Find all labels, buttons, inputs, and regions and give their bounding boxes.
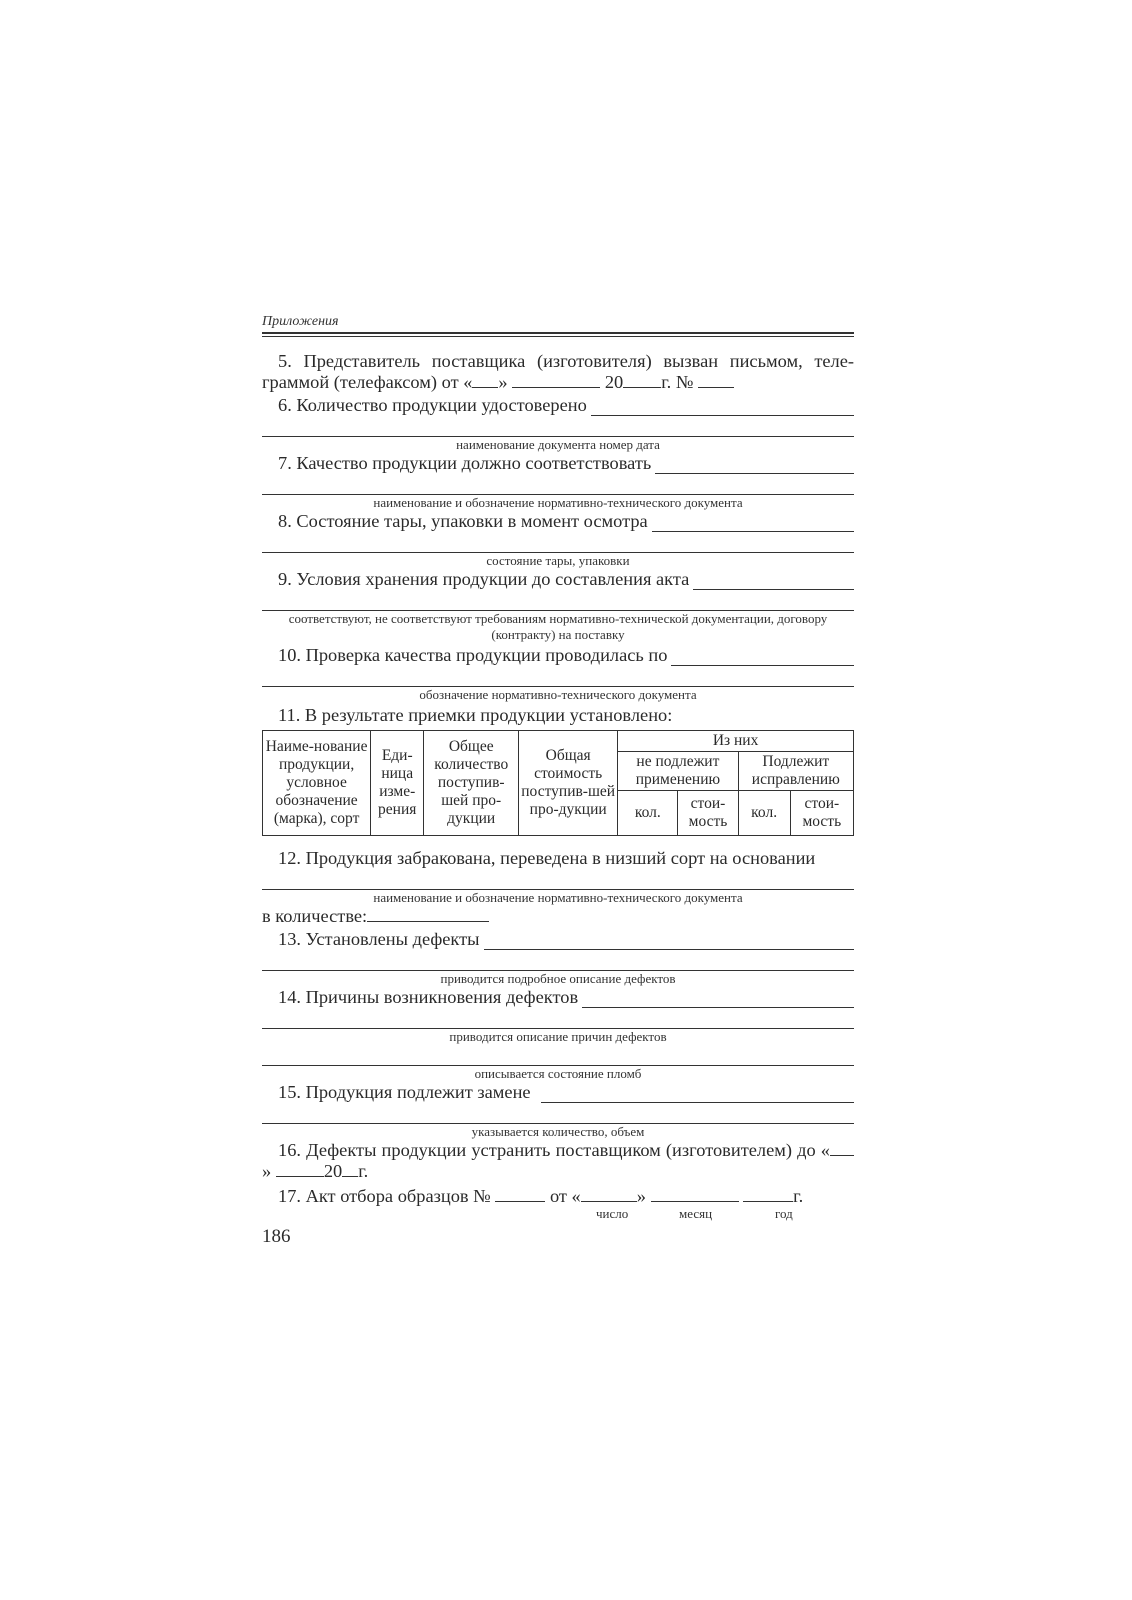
month-blank[interactable] [512,373,600,388]
item-9-field[interactable] [693,573,854,590]
sample-number-blank[interactable] [495,1187,545,1202]
item-7-line[interactable] [262,474,854,495]
quote-close: » [498,372,508,392]
item-10-label: 10. Проверка качества продукции проводилась по [278,645,668,665]
item-6-line[interactable] [262,416,854,437]
item-9-line[interactable] [262,590,854,611]
item-14-caption: приводится описание причин дефектов [449,1029,667,1044]
item-12-caption: наименование и обозначение нормативно-технического документа [373,890,743,905]
item-13-caption: приводится подробное описание дефектов [440,971,676,986]
item-15 [262,1082,854,1103]
item-9 [262,569,854,590]
item-13 [262,929,854,950]
item-6-label: 6. Количество продукции удостоверено [278,395,587,415]
item-12-qty [262,906,854,927]
year-caption: год [775,1206,793,1221]
seal-caption: описывается состояние пломб [474,1066,642,1081]
item-8-line[interactable] [262,532,854,553]
col-fix-cost: стои-мость [790,791,853,836]
year-blank[interactable] [623,373,661,388]
seal-line[interactable] [262,1045,854,1066]
section-title: Приложения [262,314,339,329]
month-blank[interactable] [651,1187,739,1202]
item-14-field[interactable] [582,991,854,1008]
col-total-qty: Общее количество поступив-шей про-дукции [424,731,519,836]
item-9-caption: соответствуют, не соответствуют требованиям нормативно-технической документации, договору (контракту) на поставку [288,611,828,642]
page-number: 186 [262,1226,291,1247]
item-16-month-blank[interactable] [276,1162,324,1177]
item-15-caption: указывается количество, объем [471,1124,645,1139]
col-total-cost: Общая стоимость поступив-шей про-дукции [519,731,618,836]
item-14-label: 14. Причины возникновения дефектов [278,987,579,1007]
col-reject-cost: стои-мость [678,791,738,836]
item-16-day-blank[interactable] [830,1141,854,1156]
col-group-of-them: Из них [618,731,854,752]
year-prefix: 20 [323,1161,343,1181]
col-fix-qty: кол. [738,791,790,836]
item-15-field[interactable] [541,1086,854,1103]
day-blank[interactable] [472,373,498,388]
number-label: г. № [661,372,694,392]
item-8-field[interactable] [652,515,854,532]
item-10-line[interactable] [262,666,854,687]
item-17-label: 17. Акт отбора образцов № [278,1186,491,1206]
year-prefix: 20 [604,372,624,392]
item-8-caption: состояние тары, упаковки [486,553,630,568]
col-unit: Еди-ница изме-рения [371,731,424,836]
item-14-line[interactable] [262,1008,854,1029]
item-16-text: 16. Дефекты продукции устранить поставщиком (изготовителем) до « [278,1140,830,1160]
item-16 [262,1140,854,1182]
item-5 [262,351,854,393]
year-blank[interactable] [743,1187,793,1202]
number-blank[interactable] [698,373,734,388]
quote-close: » [262,1161,272,1181]
item-7 [262,453,854,474]
item-6-caption: наименование документа номер дата [456,437,660,452]
item-12-line[interactable] [262,869,854,890]
running-header [262,313,854,337]
document-page [262,313,854,1248]
item-7-caption: наименование и обозначение нормативно-технического документа [373,495,743,510]
item-17 [262,1186,854,1224]
item-8 [262,511,854,532]
item-10-field[interactable] [671,649,854,666]
year-suffix: г. [793,1186,804,1206]
quote-close: » [636,1186,646,1206]
item-5-text: 5. Представитель поставщика (изготовителя) вызван письмом, теле-граммой (телефаксом) от « [262,351,854,392]
item-7-field[interactable] [655,457,854,474]
year-suffix: г. [358,1161,369,1181]
day-blank[interactable] [581,1187,637,1202]
item-6 [262,395,854,416]
item-13-field[interactable] [484,933,854,950]
item-10-caption: обозначение нормативно-технического документа [419,687,697,702]
item-14 [262,987,854,1008]
item-12-label: 12. Продукция забракована, переведена в низший сорт на основании [278,848,816,868]
item-13-label: 13. Установлены дефекты [278,929,480,949]
item-6-field[interactable] [591,399,854,416]
item-10 [262,645,854,666]
item-15-label: 15. Продукция подлежит замене [278,1082,531,1102]
item-12-qty-blank[interactable] [367,907,489,922]
item-8-label: 8. Состояние тары, упаковки в момент осмотра [278,511,648,531]
month-caption: месяц [679,1206,713,1221]
item-13-line[interactable] [262,950,854,971]
col-reject-qty: кол. [618,791,678,836]
item-7-label: 7. Качество продукции должно соответствовать [278,453,652,473]
results-table [262,730,854,836]
item-9-label: 9. Условия хранения продукции до составления акта [278,569,690,589]
item-12-qty-label: в количестве: [262,906,368,926]
item-17-from: от « [549,1186,581,1206]
header-rule [262,332,854,337]
col-product-name: Наиме-нование продукции, условное обозначение (марка), сорт [263,731,371,836]
day-caption: число [596,1206,629,1221]
col-to-fix: Подлежит исправлению [738,752,853,791]
item-15-line[interactable] [262,1103,854,1124]
item-16-year-blank[interactable] [342,1162,358,1177]
item-11-label: 11. В результате приемки продукции установлено: [278,705,673,725]
col-not-usable: не подлежит применению [618,752,738,791]
